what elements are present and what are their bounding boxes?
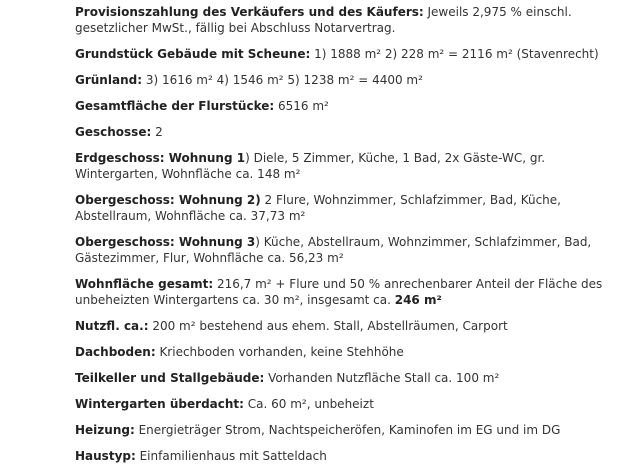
detail-label: Provisionszahlung des Verkäufers und des Käufers:	[75, 5, 424, 19]
detail-attic	[75, 344, 615, 360]
detail-grassland	[75, 72, 615, 88]
detail-label: Heizung:	[75, 423, 135, 437]
detail-label: Nutzfl. ca.:	[75, 319, 149, 333]
detail-label: Obergeschoss: Wohnung 3	[75, 235, 256, 249]
detail-upper-floor-2	[75, 192, 615, 224]
detail-value: 2 Flure, Wohnzimmer, Schlafzimmer, Bad, Küche, Abstellraum, Wohnfläche ca. 37,73 m²	[75, 193, 561, 223]
property-details	[75, 4, 615, 474]
detail-value: 200 m² bestehend aus ehem. Stall, Abstellräumen, Carport	[148, 319, 508, 333]
detail-value: Ca. 60 m², unbeheizt	[243, 397, 374, 411]
detail-value: Vorhanden Nutzfläche Stall ca. 100 m²	[264, 371, 500, 385]
detail-value: Energieträger Strom, Nachtspeicheröfen, Kaminofen im EG und im DG	[134, 423, 561, 437]
detail-commission	[75, 4, 615, 36]
detail-value: ) Diele, 5 Zimmer, Küche, 1 Bad, 2x Gäste-WC, gr. Wintergarten, Wohnfläche ca. 148 m²	[75, 151, 546, 181]
detail-value: 216,7 m² + Flure und 50 % anrechenbarer Anteil der Fläche des unbeheizten Wintergartens ca. 30 m², insgesamt ca.	[75, 277, 603, 307]
detail-upper-floor-3	[75, 234, 615, 266]
detail-value: 2	[151, 125, 163, 139]
detail-heating	[75, 422, 615, 438]
detail-label: Erdgeschoss: Wohnung 1	[75, 151, 246, 165]
detail-label: Haustyp:	[75, 449, 136, 463]
detail-usable-area	[75, 318, 615, 334]
detail-label: Gesamtfläche der Flurstücke:	[75, 99, 275, 113]
detail-winter-garden	[75, 396, 615, 412]
detail-living-area	[75, 276, 615, 308]
detail-ground-floor	[75, 150, 615, 182]
detail-value: 6516 m²	[274, 99, 329, 113]
detail-value: Kriechboden vorhanden, keine Stehhöhe	[155, 345, 404, 359]
detail-value-strong: 246 m²	[394, 293, 442, 307]
detail-value: 1) 1888 m² 2) 228 m² = 2116 m² (Stavenrecht)	[310, 47, 599, 61]
detail-label: Wintergarten überdacht:	[75, 397, 244, 411]
detail-label: Grundstück Gebäude mit Scheune:	[75, 47, 311, 61]
detail-label: Geschosse:	[75, 125, 152, 139]
detail-value: ) Küche, Abstellraum, Wohnzimmer, Schlafzimmer, Bad, Gästezimmer, Flur, Wohnfläche ca. 56,23 m²	[75, 235, 592, 265]
detail-value: Jeweils 2,975 % einschl. gesetzlicher MwSt., fällig bei Abschluss Notarvertrag.	[75, 5, 572, 35]
detail-label: Wohnfläche gesamt:	[75, 277, 214, 291]
detail-label: Dachboden:	[75, 345, 156, 359]
detail-label: Obergeschoss: Wohnung 2)	[75, 193, 261, 207]
detail-label: Teilkeller und Stallgebäude:	[75, 371, 265, 385]
detail-house-type	[75, 448, 615, 464]
detail-floors	[75, 124, 615, 140]
detail-basement	[75, 370, 615, 386]
detail-value: 3) 1616 m² 4) 1546 m² 5) 1238 m² = 4400 m²	[142, 73, 423, 87]
detail-plot-building	[75, 46, 615, 62]
detail-label: Grünland:	[75, 73, 142, 87]
detail-total-area	[75, 98, 615, 114]
detail-value: Einfamilienhaus mit Satteldach	[135, 449, 327, 463]
